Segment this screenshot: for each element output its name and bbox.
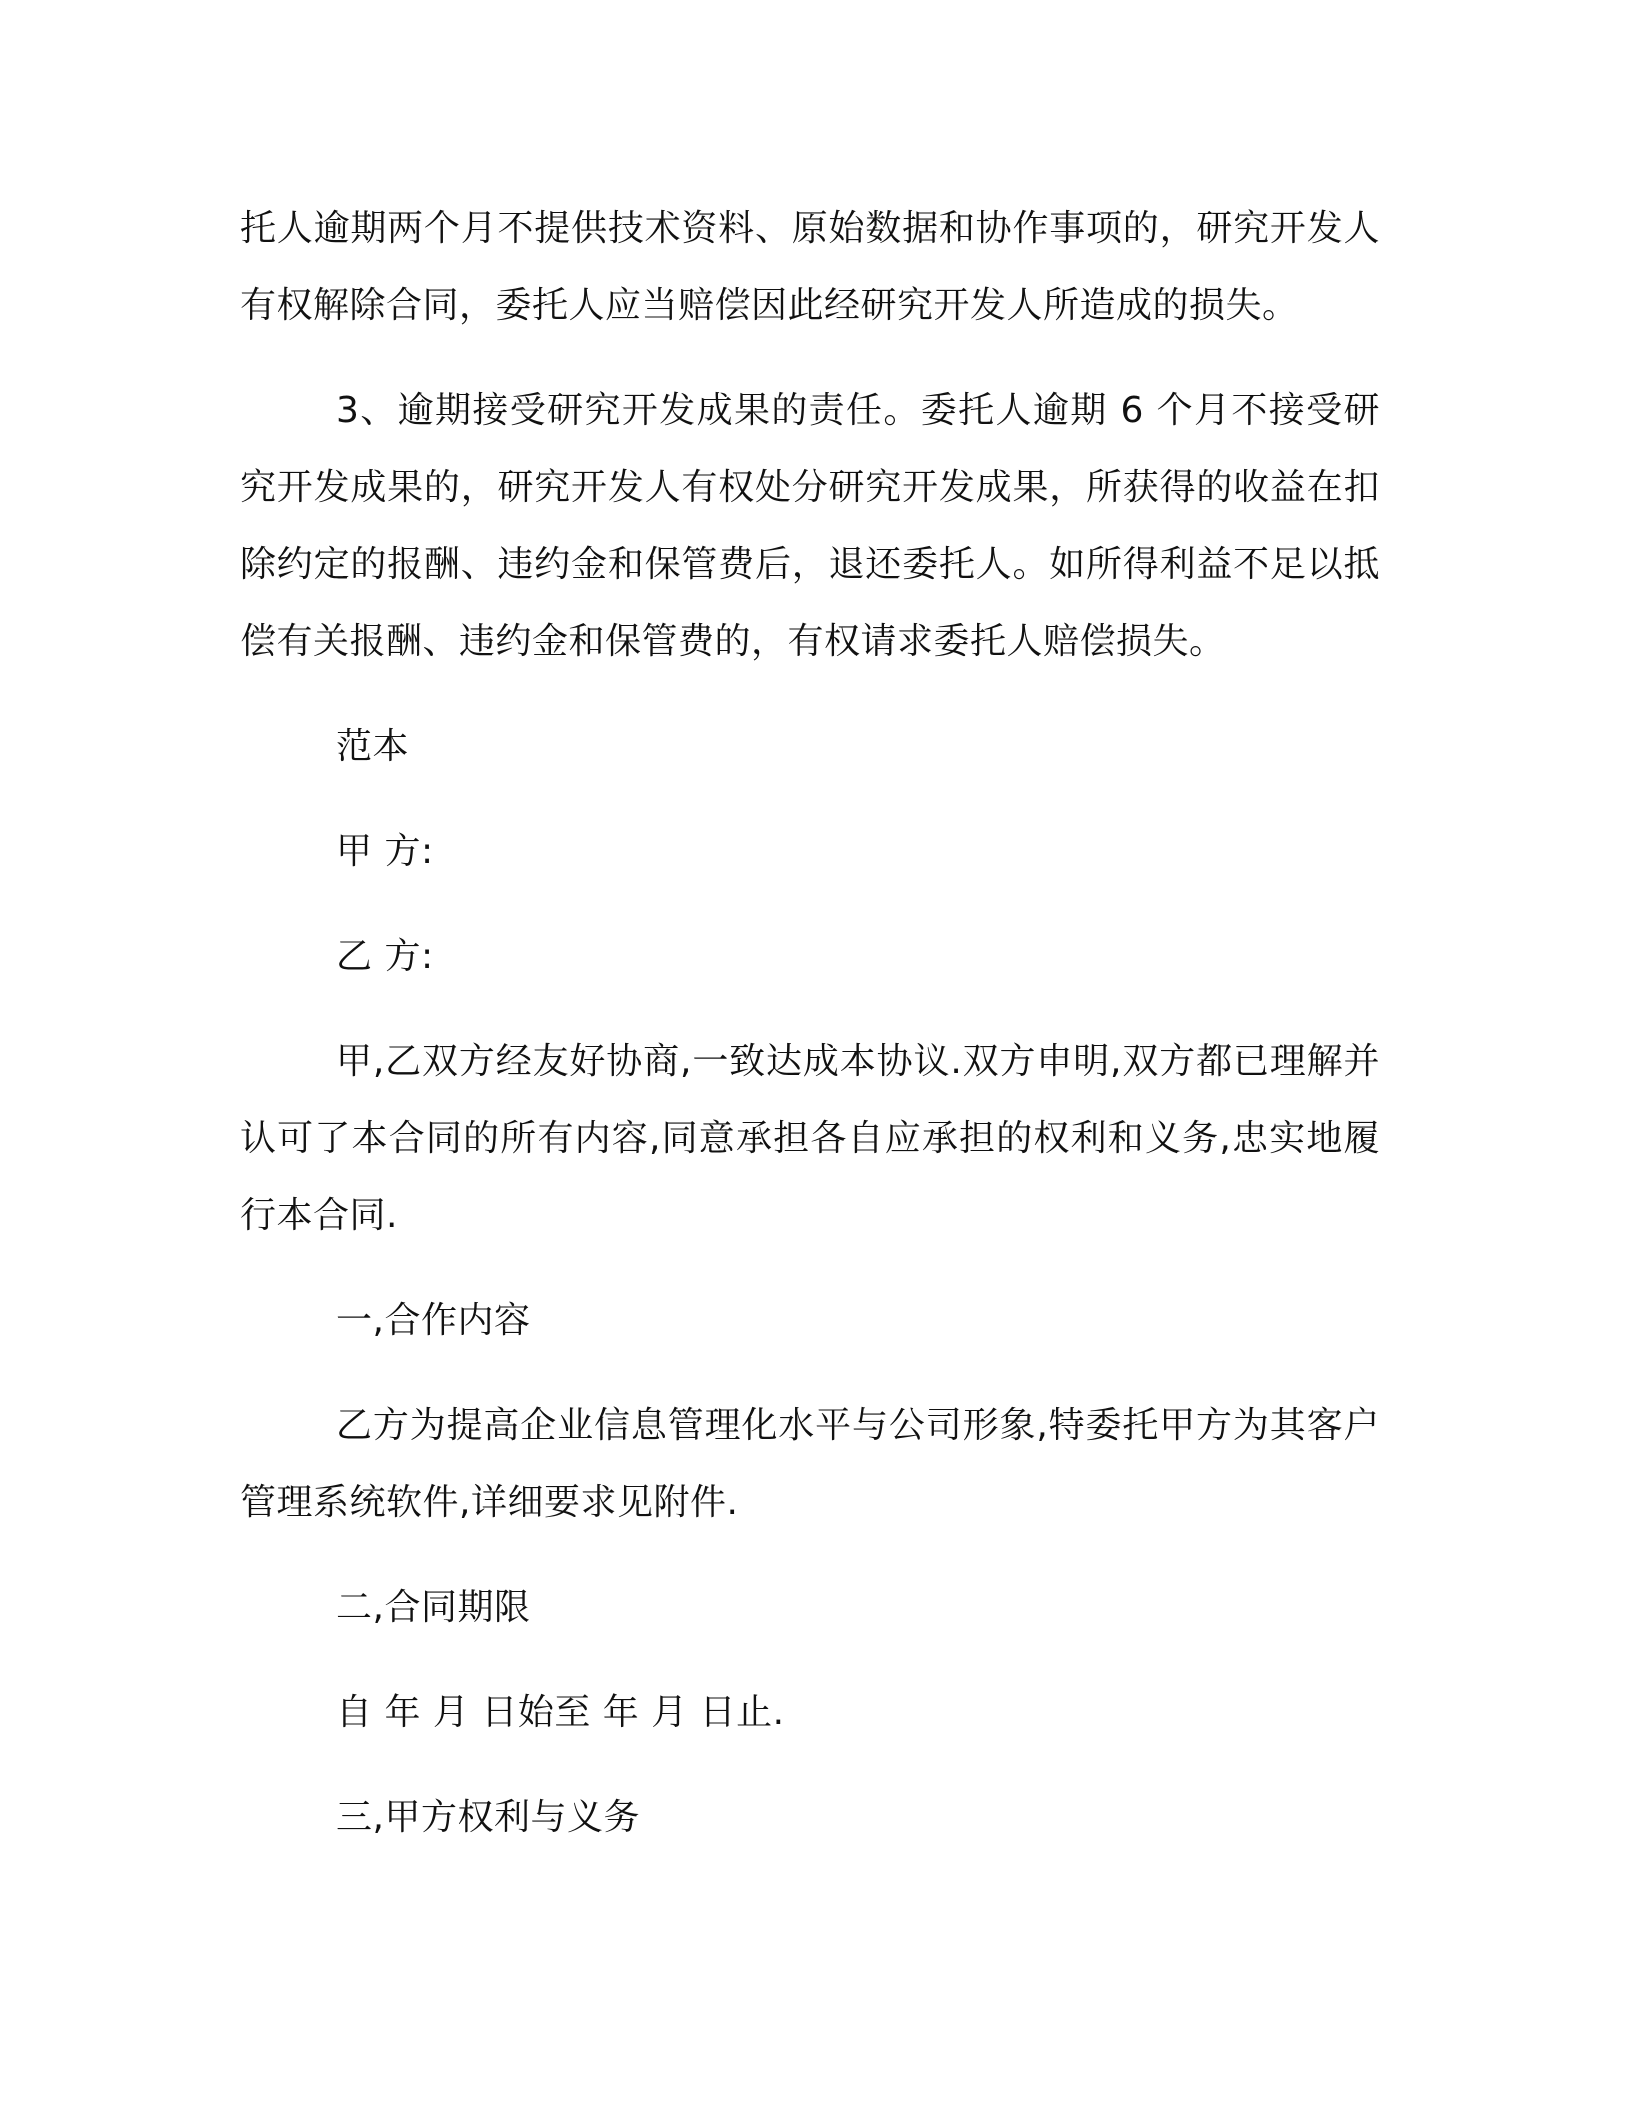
section-heading-cooperation: 一,合作内容 <box>336 1300 531 1341</box>
party-b-line: 乙 方: <box>336 936 434 977</box>
paragraph-clause-3: 3、逾期接受研究开发成果的责任。委托人逾期 6 个月不接受研究开发成果的，研究开发人有权处分研究开发成果，所获得的收益在扣除约定的报酬、违约金和保管费后，退还委托人。如所得利益不足以抵偿有关报酬、违约金和保管费的，有权请求委托人赔偿损失。 <box>240 390 1380 662</box>
document-body <box>240 190 1380 1884</box>
paragraph-agreement-statement: 甲,乙双方经友好协商,一致达成本协议.双方申明,双方都已理解并认可了本合同的所有内容,同意承担各自应承担的权利和义务,忠实地履行本合同. <box>240 1041 1380 1236</box>
section-heading-party-a-rights: 三,甲方权利与义务 <box>336 1797 640 1838</box>
paragraph-term-dates: 自 年 月 日始至 年 月 日止. <box>336 1692 785 1733</box>
party-a-line: 甲 方: <box>336 831 434 872</box>
paragraph-cooperation-content: 乙方为提高企业信息管理化水平与公司形象,特委托甲方为其客户管理系统软件,详细要求见附件. <box>240 1405 1380 1523</box>
section-heading-term: 二,合同期限 <box>336 1587 531 1628</box>
heading-template: 范本 <box>336 726 410 767</box>
paragraph-continuation: 托人逾期两个月不提供技术资料、原始数据和协作事项的，研究开发人有权解除合同，委托人应当赔偿因此经研究开发人所造成的损失。 <box>240 208 1380 326</box>
